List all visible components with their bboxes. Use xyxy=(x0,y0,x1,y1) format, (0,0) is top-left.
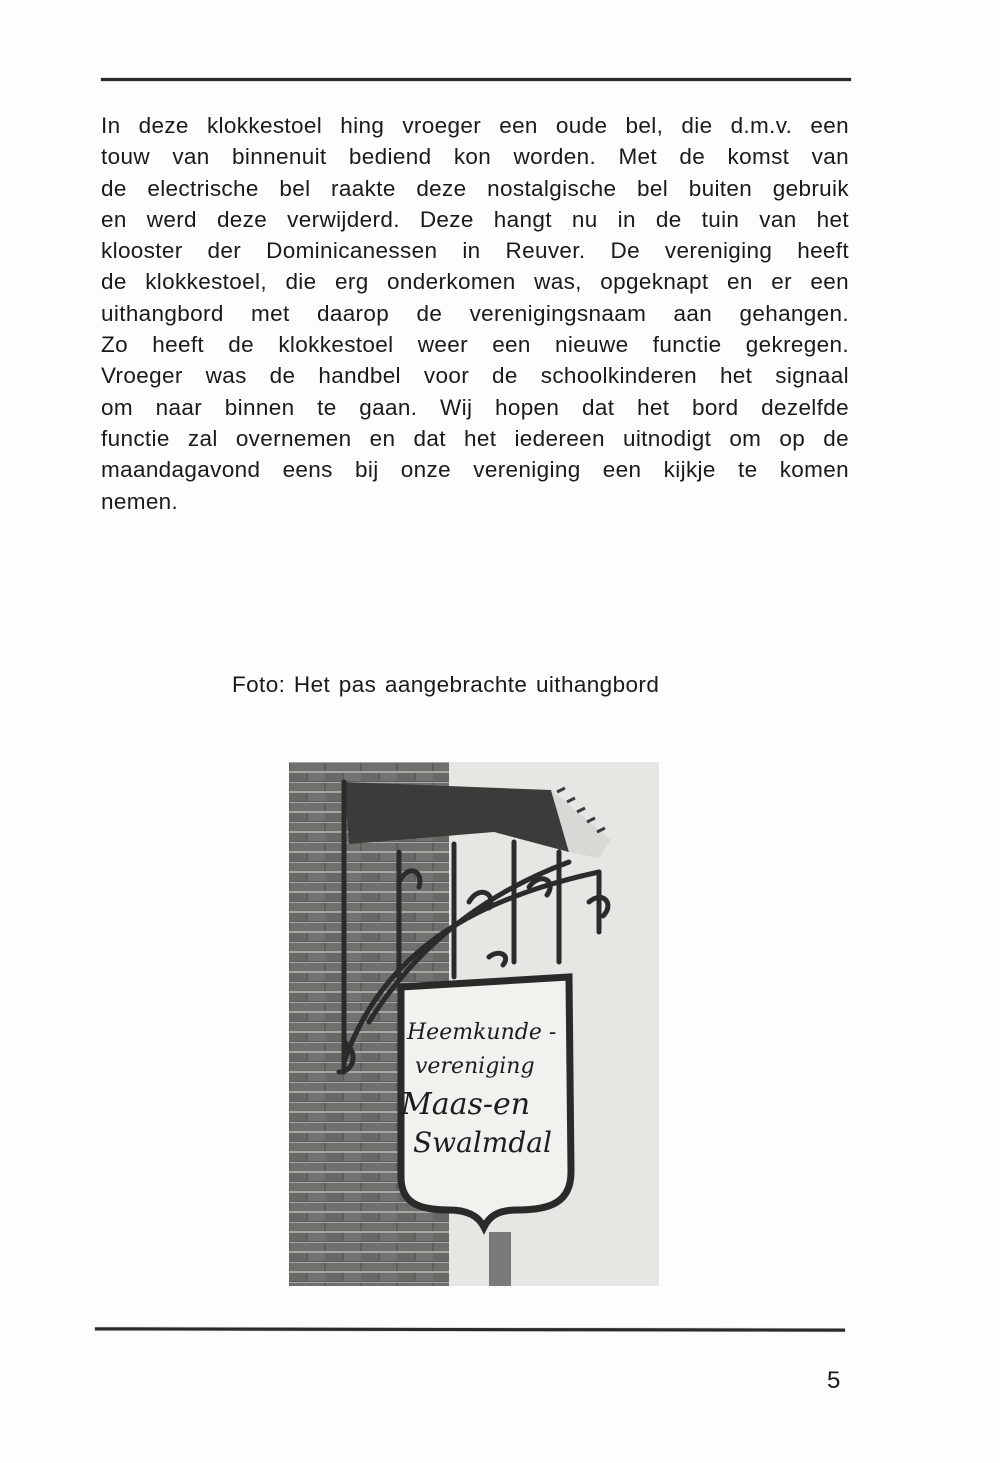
text-line: touw van binnenuit bediend kon worden. Met de komst van xyxy=(101,144,849,170)
text-line: om naar binnen te gaan. Wij hopen dat het bord dezelfde xyxy=(101,394,849,420)
sign-text-line: vereniging xyxy=(415,1054,535,1079)
text-line: uithangbord met daarop de verenigingsnaam aan gehangen. xyxy=(101,300,849,326)
text-line: klooster der Dominicanessen in Reuver. De vereniging heeft xyxy=(101,238,849,264)
photo-hanging-sign xyxy=(289,762,659,1286)
text-line: Vroeger was de handbel voor de schoolkinderen het signaal xyxy=(101,363,849,389)
body-paragraph xyxy=(101,110,849,517)
text-line: Zo heeft de klokkestoel weer een nieuwe functie gekregen. xyxy=(101,332,849,358)
sign-text-line: Heemkunde - xyxy=(407,1020,557,1045)
text-line: functie zal overnemen en dat het iedereen uitnodigt om op de xyxy=(101,425,849,451)
text-line: de klokkestoel, die erg onderkomen was, opgeknapt en er een xyxy=(101,269,849,295)
sign-text-line: Swalmdal xyxy=(413,1126,552,1159)
text-line: nemen. xyxy=(101,488,179,514)
header-rule xyxy=(101,78,851,81)
text-line: de electrische bel raakte deze nostalgische bel buiten gebruik xyxy=(101,175,849,201)
footer-rule xyxy=(95,1327,845,1331)
photo-caption: Foto: Het pas aangebrachte uithangbord xyxy=(232,672,660,697)
text-line: In deze klokkestoel hing vroeger een oude bel, die d.m.v. een xyxy=(101,113,849,138)
page-number: 5 xyxy=(827,1367,841,1394)
text-line: maandagavond eens bij onze vereniging een kijkje te komen xyxy=(101,457,849,483)
sign-text-line: Maas-en xyxy=(401,1087,531,1122)
text-line: en werd deze verwijderd. Deze hangt nu in de tuin van het xyxy=(101,206,849,232)
